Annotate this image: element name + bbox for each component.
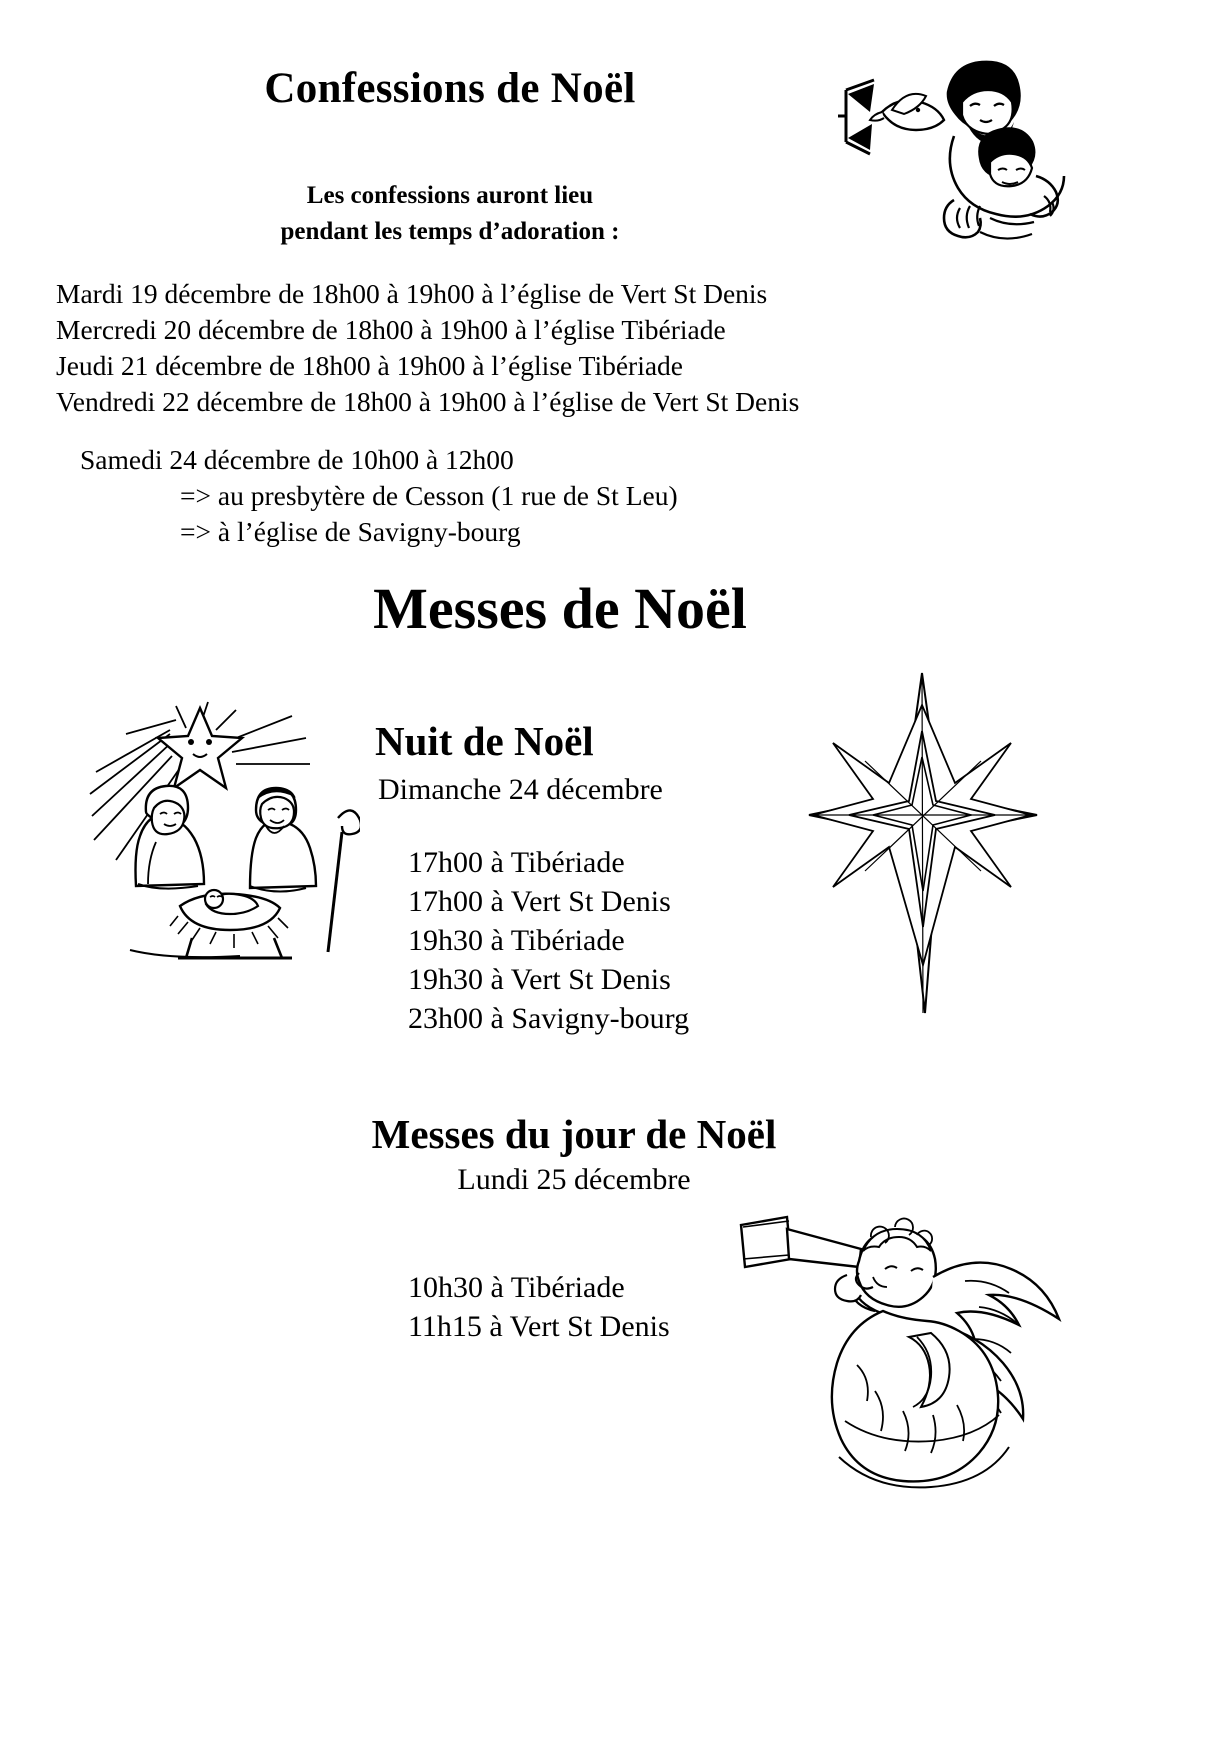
confession-schedule-list bbox=[56, 276, 1056, 420]
bethlehem-star-illustration bbox=[805, 665, 1040, 1020]
night-mass-time: 17h00 à Vert St Denis bbox=[408, 885, 671, 918]
subtitle-line-2: pendant les temps d’adoration : bbox=[280, 217, 620, 245]
night-mass-times-list bbox=[408, 843, 689, 1038]
day-mass-title: Messes du jour de Noël bbox=[371, 1111, 777, 1157]
saturday-confession-block bbox=[80, 442, 1080, 550]
confession-line: Jeudi 21 décembre de 18h00 à 19h00 à l’église Tibériade bbox=[56, 350, 683, 382]
day-mass-date: Lundi 25 décembre bbox=[457, 1163, 691, 1196]
night-mass-time: 19h30 à Vert St Denis bbox=[408, 963, 671, 996]
day-mass-times-list bbox=[408, 1268, 670, 1346]
confession-line: Mercredi 20 décembre de 18h00 à 19h00 à l’église Tibériade bbox=[56, 314, 726, 346]
night-mass-time: 19h30 à Tibériade bbox=[408, 924, 625, 957]
subtitle-block bbox=[0, 178, 900, 249]
masses-section-title: Messes de Noël bbox=[373, 576, 747, 641]
page-title: Confessions de Noël bbox=[264, 65, 636, 112]
confession-line: Mardi 19 décembre de 18h00 à 19h00 à l’église de Vert St Denis bbox=[56, 278, 768, 309]
subtitle-line-1: Les confessions auront lieu bbox=[306, 182, 594, 209]
night-mass-time: 17h00 à Tibériade bbox=[408, 846, 625, 879]
trumpeting-angel-illustration bbox=[735, 1215, 1080, 1525]
saturday-place: => au presbytère de Cesson (1 rue de St Leu) bbox=[180, 480, 678, 512]
night-mass-title: Nuit de Noël bbox=[375, 718, 594, 764]
confession-embrace-illustration bbox=[830, 50, 1075, 255]
night-mass-date: Dimanche 24 décembre bbox=[378, 773, 663, 806]
day-mass-time: 10h30 à Tibériade bbox=[408, 1271, 625, 1304]
saturday-place: => à l’église de Savigny-bourg bbox=[180, 516, 521, 548]
night-mass-time: 23h00 à Savigny-bourg bbox=[408, 1002, 690, 1035]
day-mass-time: 11h15 à Vert St Denis bbox=[408, 1310, 670, 1343]
nativity-scene-illustration bbox=[60, 700, 360, 970]
saturday-heading: Samedi 24 décembre de 10h00 à 12h00 bbox=[80, 444, 514, 475]
confession-line: Vendredi 22 décembre de 18h00 à 19h00 à l’église de Vert St Denis bbox=[56, 386, 800, 418]
